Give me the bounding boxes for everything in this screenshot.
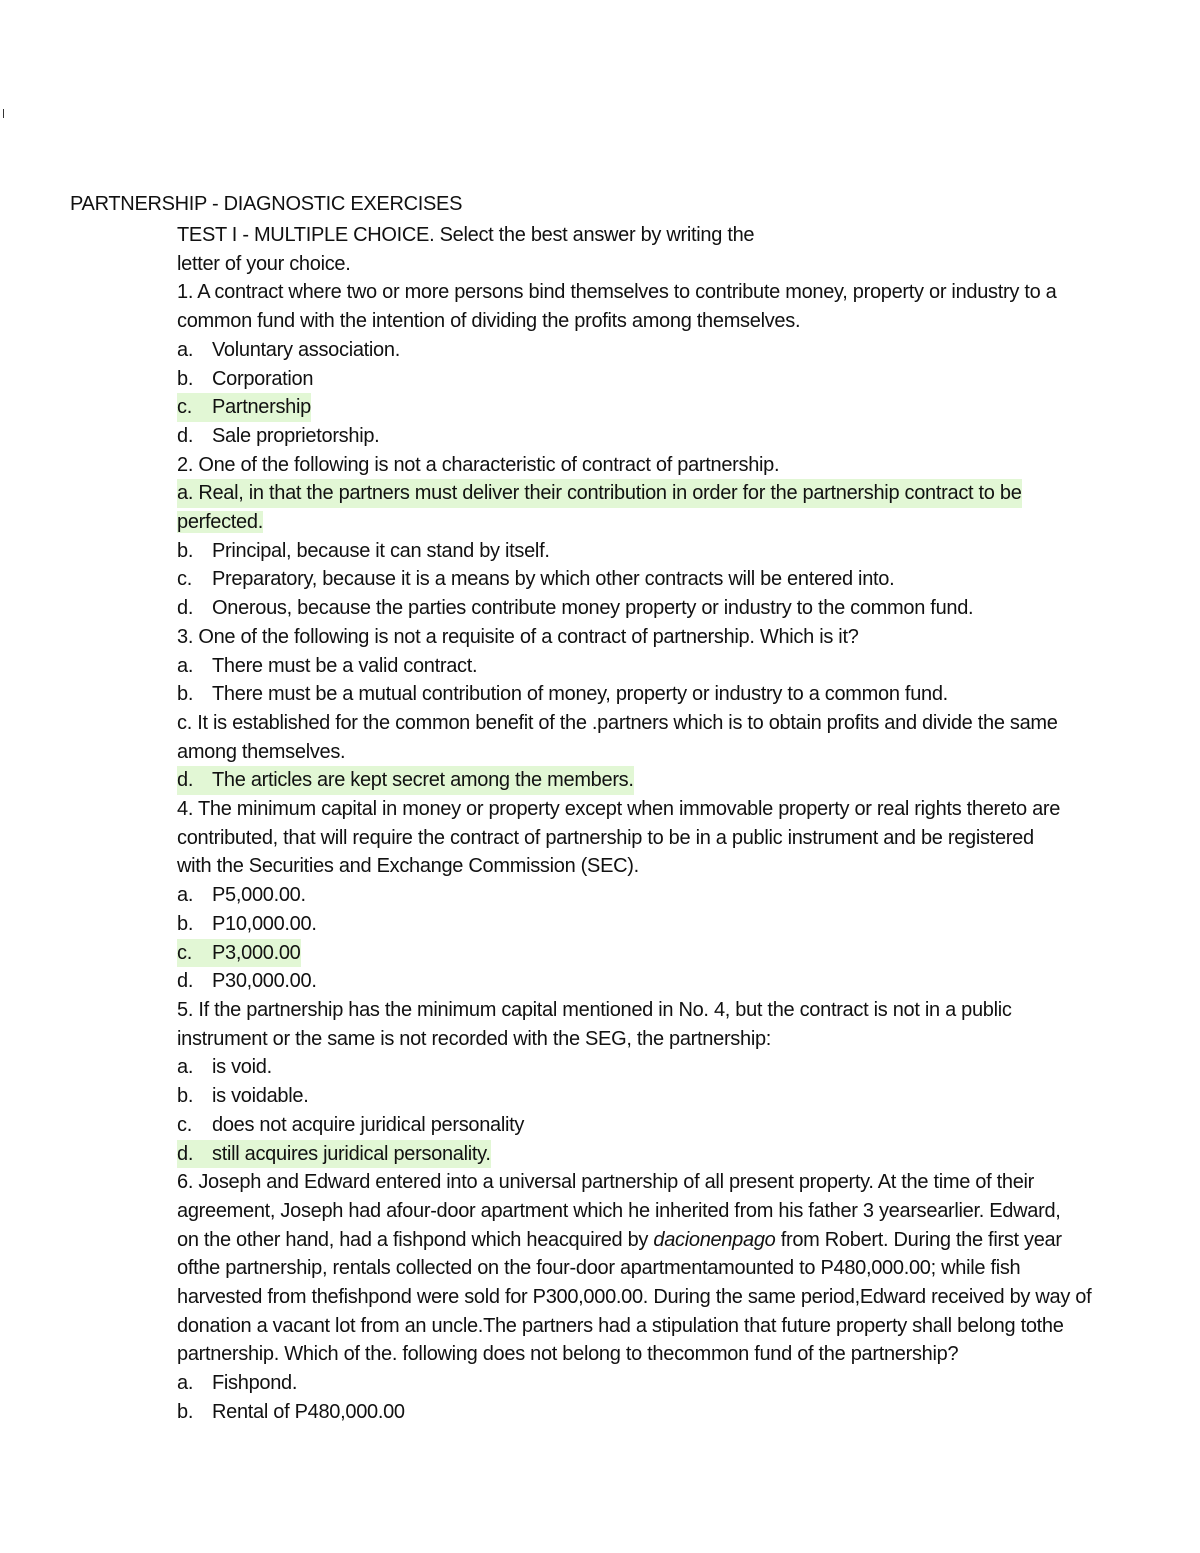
option-marker: a. bbox=[177, 1372, 194, 1395]
option-text: still acquires juridical personality. bbox=[212, 1142, 491, 1165]
q3-option-c: c. It is established for the common benefit of the .partners which is to obtain profits and divide the same bbox=[177, 711, 1058, 734]
option-marker: a. bbox=[177, 338, 194, 361]
option-marker: d. bbox=[177, 597, 194, 620]
option-marker: c. bbox=[177, 941, 192, 964]
q2-option-b bbox=[177, 537, 1198, 566]
q6-option-a bbox=[177, 1369, 1198, 1398]
question-3-text: 3. One of the following is not a requisite of a contract of partnership. Which is it? bbox=[177, 625, 859, 648]
instructions-line: letter of your choice. bbox=[177, 252, 351, 275]
question-2-text: 2. One of the following is not a characteristic of contract of partnership. bbox=[177, 453, 780, 476]
option-text: Principal, because it can stand by itself. bbox=[212, 539, 550, 562]
q3-option-a bbox=[177, 652, 1198, 681]
option-text: does not acquire juridical personality bbox=[212, 1113, 525, 1136]
option-marker: d. bbox=[177, 970, 194, 993]
option-text: is void. bbox=[212, 1056, 272, 1079]
option-text: Rental of P480,000.00 bbox=[212, 1400, 405, 1423]
option-marker: b. bbox=[177, 1085, 194, 1108]
q1-option-b bbox=[177, 365, 1198, 394]
option-text: P3,000.00 bbox=[212, 941, 301, 964]
q4-option-d bbox=[177, 967, 1198, 996]
option-text: Fishpond. bbox=[212, 1372, 298, 1395]
q3-option-d-answer bbox=[177, 766, 1198, 795]
q1-option-a bbox=[177, 336, 1198, 365]
q3-option-b bbox=[177, 680, 1198, 709]
option-marker: a. bbox=[177, 1056, 194, 1079]
margin-mark bbox=[3, 109, 4, 118]
q5-option-b bbox=[177, 1082, 1198, 1111]
option-marker: b. bbox=[177, 539, 194, 562]
q2-option-a-answer: a. Real, in that the partners must deliver their contribution in order for the partnership contract to be bbox=[177, 479, 1022, 508]
option-text: Preparatory, because it is a means by which other contracts will be entered into. bbox=[212, 568, 895, 591]
question-5-text-cont: instrument or the same is not recorded with the SEG, the partnership: bbox=[177, 1027, 772, 1050]
question-6-text: 6. Joseph and Edward entered into a universal partnership of all present property. At the time of their bbox=[177, 1171, 1035, 1194]
option-text: Partnership bbox=[212, 396, 311, 419]
option-text: P5,000.00. bbox=[212, 884, 306, 907]
option-text: P10,000.00. bbox=[212, 912, 317, 935]
question-6-text-cont: harvested from thefishpond were sold for P300,000.00. During the same period,Edward received by way of bbox=[177, 1286, 1092, 1309]
option-text: The articles are kept secret among the members. bbox=[212, 769, 634, 792]
q4-option-a bbox=[177, 881, 1198, 910]
option-text: There must be a mutual contribution of money, property or industry to a common fund. bbox=[212, 683, 948, 706]
option-marker: b. bbox=[177, 912, 194, 935]
option-text: Onerous, because the parties contribute money property or industry to the common fund. bbox=[212, 597, 974, 620]
q6-option-b bbox=[177, 1398, 1198, 1427]
q5-option-a bbox=[177, 1053, 1198, 1082]
question-6-text-cont: on the other hand, had a fishpond which heacquired by dacionenpago from Robert. During the first year bbox=[177, 1228, 1062, 1251]
q4-option-c-answer bbox=[177, 939, 1198, 968]
option-marker: d. bbox=[177, 424, 194, 447]
option-marker: b. bbox=[177, 1400, 194, 1423]
q5-option-c bbox=[177, 1111, 1198, 1140]
option-marker: d. bbox=[177, 769, 194, 792]
option-marker: c. bbox=[177, 396, 192, 419]
question-6-text-cont: partnership. Which of the. following does not belong to thecommon fund of the partnership? bbox=[177, 1343, 959, 1366]
document-title: PARTNERSHIP - DIAGNOSTIC EXERCISES bbox=[70, 193, 463, 215]
option-marker: c. bbox=[177, 568, 192, 591]
option-marker: d. bbox=[177, 1142, 194, 1165]
option-text: P30,000.00. bbox=[212, 970, 317, 993]
option-text: Corporation bbox=[212, 367, 314, 390]
q2-option-c bbox=[177, 565, 1198, 594]
question-4-text: 4. The minimum capital in money or property except when immovable property or real rights thereto are bbox=[177, 798, 1061, 821]
question-6-text-cont: ofthe partnership, rentals collected on the four-door apartmentamounted to P480,000.00; while fish bbox=[177, 1257, 1021, 1280]
question-1-text-cont: common fund with the intention of dividing the profits among themselves. bbox=[177, 310, 801, 333]
q4-option-b bbox=[177, 910, 1198, 939]
question-6-text-cont: agreement, Joseph had afour-door apartment which he inherited from his father 3 yearsearlier. Edward, bbox=[177, 1199, 1061, 1222]
question-4-text-cont: with the Securities and Exchange Commission (SEC). bbox=[177, 855, 639, 878]
q1-option-c-answer bbox=[177, 393, 1198, 422]
question-5-text: 5. If the partnership has the minimum capital mentioned in No. 4, but the contract is not in a public bbox=[177, 998, 1012, 1021]
option-marker: b. bbox=[177, 367, 194, 390]
document-body bbox=[177, 221, 1198, 1427]
instructions-line: TEST I - MULTIPLE CHOICE. Select the best answer by writing the bbox=[177, 224, 755, 246]
option-text: is voidable. bbox=[212, 1085, 309, 1108]
q3-option-c-cont: among themselves. bbox=[177, 740, 346, 763]
option-marker: a. bbox=[177, 654, 194, 677]
option-text: There must be a valid contract. bbox=[212, 654, 478, 677]
q1-option-d bbox=[177, 422, 1198, 451]
latin-term: dacionenpago bbox=[653, 1228, 776, 1251]
option-marker: c. bbox=[177, 1113, 192, 1136]
option-text: Sale proprietorship. bbox=[212, 424, 380, 447]
q5-option-d-answer bbox=[177, 1140, 1198, 1169]
option-text: Voluntary association. bbox=[212, 338, 400, 361]
question-4-text-cont: contributed, that will require the contract of partnership to be in a public instrument and be registered bbox=[177, 826, 1034, 849]
question-1-text: 1. A contract where two or more persons bind themselves to contribute money, property or industry to a bbox=[177, 281, 1057, 304]
q2-option-d bbox=[177, 594, 1198, 623]
q2-option-a-answer-cont: perfected. bbox=[177, 511, 263, 534]
option-marker: b. bbox=[177, 683, 194, 706]
option-marker: a. bbox=[177, 884, 194, 907]
question-6-text-cont: donation a vacant lot from an uncle.The partners had a stipulation that future property shall belong tothe bbox=[177, 1314, 1064, 1337]
